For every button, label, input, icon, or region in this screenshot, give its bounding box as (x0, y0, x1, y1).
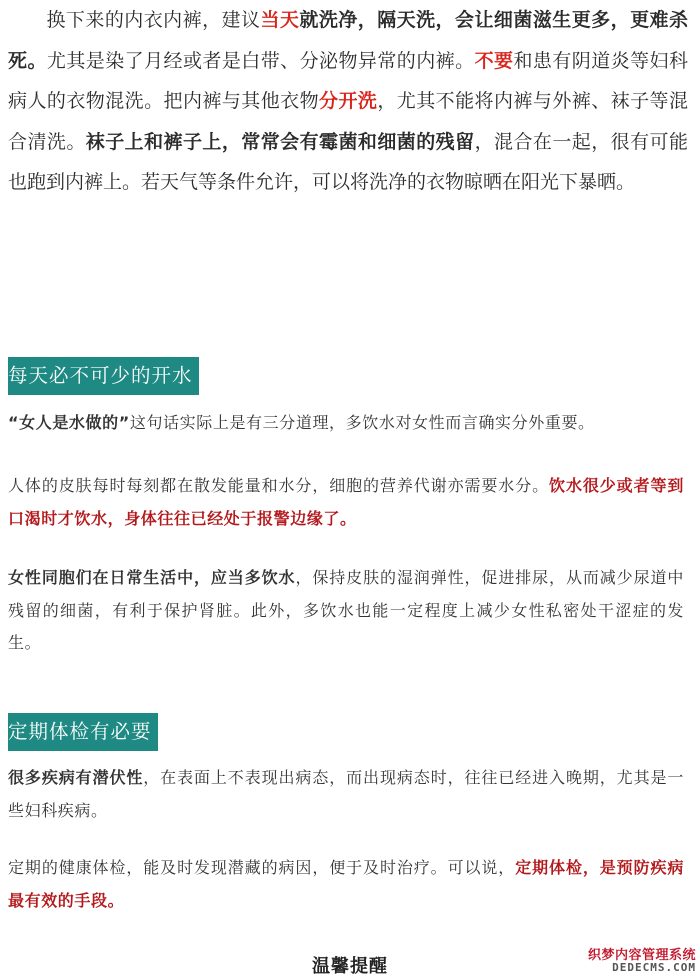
checkup-paragraph-1 (8, 762, 684, 827)
intro-seg-3: 尤其是染了月经或者是白带、分泌物异常的内裤。 (46, 49, 475, 72)
intro-seg-10: ，混合在一起，很有可能也跑到内裤上。 (8, 130, 688, 193)
water-p3-bold: 女性同胞们在日常生活中，应当多饮水 (8, 568, 296, 587)
checkup-p2-text: 定期的健康体检，能及时发现潜藏的病因，便于及时治疗。可以说， (8, 858, 516, 877)
water-p2-red: 饮水很少或者等到口渴时才饮水，身体往往已经处于报警边缘了。 (8, 476, 684, 528)
intro-seg-0: 换下来的内衣内裤，建议 (46, 9, 261, 31)
intro-seg-11: 若天气等条件允许，可以将洗净的衣物晾晒在阳光下暴晒。 (141, 171, 636, 193)
water-paragraph-2 (8, 470, 684, 535)
water-paragraph-3 (8, 562, 684, 660)
intro-seg-9: 袜子上和裤子上，常常会有霉菌和细菌的残留 (85, 130, 475, 153)
checkup-p1-bold: 很多疾病有潜伏性 (8, 768, 144, 787)
intro-seg-8: ，尤其不能将内裤与外裤、袜子等混合清洗。 (8, 90, 688, 153)
checkup-p2-red: 定期体检，是预防疾病最有效的手段。 (8, 858, 684, 910)
water-p1-bold: “女人是水做的” (8, 413, 130, 432)
intro-seg-5: 和患有阴道炎等妇科病人的衣物混洗。 (8, 49, 688, 112)
section-heading-water: 每天必不可少的开水 (8, 357, 199, 395)
section-heading-checkup: 定期体检有必要 (8, 713, 158, 751)
checkup-p1-text: ，在表面上不表现出病态，而出现病态时，往往已经进入晚期，尤其是一些妇科疾病。 (8, 768, 684, 820)
watermark-line-2: DEDECMS.COM (612, 961, 696, 975)
checkup-paragraph-2 (8, 852, 684, 917)
water-p2-text: 人体的皮肤每时每刻都在散发能量和水分，细胞的营养代谢亦需要水分。 (8, 476, 550, 495)
intro-paragraph (8, 0, 688, 203)
watermark-line-1: 织梦内容管理系统 (587, 947, 696, 963)
tips-title: 温馨提醒 (312, 956, 388, 977)
intro-seg-6: 把内裤与其他衣物 (163, 90, 320, 112)
intro-seg-1: 当天 (260, 9, 300, 31)
site-watermark (588, 949, 696, 974)
water-p1-text: 这句话实际上是有三分道理，多饮水对女性而言确实分外重要。 (129, 413, 595, 432)
water-p3-text: ，保持皮肤的湿润弹性，促进排尿，从而减少尿道中残留的细菌，有利于保护肾脏。此外，多饮水也能一定程度上减少女性私密处干涩症的发生。 (8, 568, 684, 652)
intro-seg-4: 不要 (474, 49, 514, 72)
intro-seg-2: 就洗净，隔天洗，会让细菌滋生更多，更难杀死。 (8, 9, 688, 72)
intro-seg-7: 分开洗 (319, 90, 378, 112)
water-paragraph-1 (8, 407, 684, 440)
